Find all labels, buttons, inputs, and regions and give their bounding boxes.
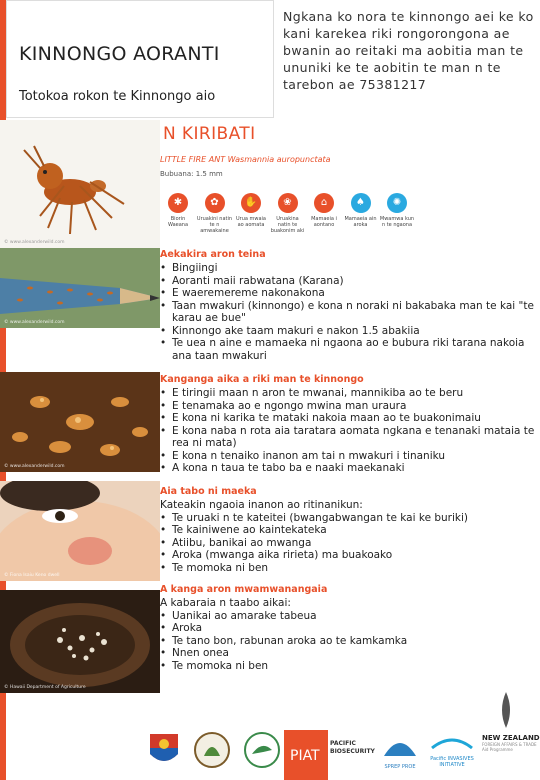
impact-icon-item [160, 193, 196, 234]
list-item: • Kinnongo ake taam makuri e nakon 1.5 abakiia [160, 325, 535, 338]
sprep-logo [380, 730, 420, 774]
impact-icon-item [233, 193, 269, 234]
country-heading: N KIRIBATI [163, 124, 256, 144]
nz-sub-label: FOREIGN AFFAIRS & TRADE Aid Programme [482, 742, 537, 752]
ant-bite-icon: ✱ [168, 193, 188, 213]
pacific-biosecurity-logo [330, 740, 376, 770]
list-item: • E tenamaka ao e ngongo mwina man uraura [160, 400, 535, 413]
page-subtitle: Totokoa rokon te Kinnongo aio [19, 89, 216, 104]
impact-icon-item [197, 193, 233, 234]
section-intro: Kateakin ngaoia inanon ao ritinanikun: [160, 499, 363, 511]
list-item: • Te momoka ni ben [160, 660, 535, 673]
photo-credit: © Fiona Isaiu Keno dwell [4, 573, 60, 578]
list-item: • E tiringii maan n aron te mwanai, mannikiba ao te beru [160, 387, 535, 400]
photo-credit: © www.alexanderwild.com [4, 464, 65, 469]
list-item: • E kona ni karika te mataki nakoia maan ao te buakonimaiu [160, 412, 535, 425]
icon-label: Uruakini natin te n amwakaine [196, 216, 233, 234]
list-item: • A kona n taua te tabo ba e naaki maekanaki [160, 462, 535, 475]
list-item: • E waeremereme nakonakona [160, 287, 535, 300]
icon-label: Mamaeia i aontano [311, 216, 337, 228]
section-heading: Kanganga aika a riki man te kinnongo [160, 374, 364, 385]
hand-icon: ✋ [241, 193, 261, 213]
icon-label: Urua mwaia ao aomata [235, 216, 266, 228]
piat-label: PIAT [290, 748, 320, 764]
title-box [6, 0, 274, 118]
signs-list [160, 387, 535, 475]
section-heading: A kanga aron mwamwanangaia [160, 584, 328, 595]
biosecurity-label: PACIFIC BIOSECURITY [330, 740, 375, 755]
list-item: • E kona naba n rota aia taratara aomata ngkana e tenanaki mataia te rea ni mata) [160, 425, 535, 450]
list-item: • Te tano bon, rabunan aroka ao te kamkamka [160, 635, 535, 648]
animal-icon: ✿ [205, 193, 225, 213]
list-item: • Atiibu, banikai ao mwanga [160, 537, 535, 550]
photo-credit: © www.alexanderwild.com [4, 240, 65, 245]
list-item: • Te uea n aine e mamaeka ni ngaona ao e bubura riki tarana nakoia ana taan mwakuri [160, 337, 535, 362]
photo-credit: © www.alexanderwild.com [4, 320, 65, 325]
list-item: • Uanikai ao amarake tabeua [160, 610, 535, 623]
impact-icon-item [270, 193, 306, 234]
identify-section [160, 249, 535, 362]
ant-photo [0, 120, 160, 248]
sprep-label: SPREP PROE [384, 764, 416, 770]
icon-label: Biorin Waeana [167, 216, 189, 228]
section-heading: Aekakira aron teina [160, 249, 266, 260]
list-item: • Te uruaki n te kateitei (bwangabwangan te kai ke buriki) [160, 512, 535, 525]
ant-colony-photo [0, 372, 160, 472]
list-item: • Te kainiwene ao kaintekateka [160, 524, 535, 537]
impact-icon-item [306, 193, 342, 234]
spread-icon: ✺ [387, 193, 407, 213]
child-sting-photo [0, 481, 160, 581]
pacific-invasives-logo [426, 732, 478, 776]
spread-list [160, 512, 535, 575]
list-item: • Aroka [160, 622, 535, 635]
bird-logo [242, 730, 282, 770]
house-icon: ⌂ [314, 193, 334, 213]
plant-icon: ❀ [278, 193, 298, 213]
impact-icon-item [379, 193, 415, 234]
check-section [160, 584, 535, 672]
list-item: • Nnen onea [160, 647, 535, 660]
size-text: Bubuana: 1.5 mm [160, 170, 223, 178]
icon-label: Uruakina natin te buakonim aki [270, 216, 305, 234]
list-item: • E kona n tenaiko inanon am tai n mwakuri i tinaniku [160, 450, 535, 463]
pencil-photo [0, 248, 160, 328]
list-item: • Taan mwakuri (kinnongo) e kona n noraki ni bakabaka man te kai "te karau ae bue" [160, 300, 535, 325]
nz-label: NEW ZEALAND [482, 734, 540, 742]
pacific-invasives-label: Pacific INVASIVES INITIATIVE [430, 756, 474, 768]
icon-label: Mamaeia ain aroka [344, 216, 377, 228]
piat-logo [284, 730, 328, 780]
identify-list [160, 262, 535, 362]
list-item: • Aoranti maii rabwatana (Karana) [160, 275, 535, 288]
icon-label: Mwamwa kun n te ngaona [379, 216, 415, 228]
species-name: LITTLE FIRE ANT Wasmannia auropunctata [160, 155, 331, 164]
section-intro: A kabaraia n taabo aikai: [160, 597, 291, 609]
ministry-logo [192, 730, 232, 770]
photo-credit: © Hawaii Department of Agriculture [4, 685, 86, 690]
list-item: • Bingiingi [160, 262, 535, 275]
impact-icons [160, 193, 415, 234]
spread-section [160, 486, 535, 574]
new-zealand-aid-logo [482, 690, 540, 780]
coconut-photo [0, 590, 160, 693]
impact-icon-item [343, 193, 379, 234]
list-item: • Te momoka ni ben [160, 562, 535, 575]
kiribati-crest-logo [146, 730, 182, 770]
check-list [160, 610, 535, 673]
list-item: • Aroka (mwanga aika ririeta) ma buakoako [160, 549, 535, 562]
page-title: KINNONGO AORANTI [19, 43, 220, 65]
tree-icon: ♠ [351, 193, 371, 213]
signs-section [160, 374, 535, 475]
intro-text: Ngkana ko nora te kinnongo aei ke ko kani karekea riki rongorongona ae bwanin ao reitaki ma aobitia man te ununiki ke te aobitin te man n te tarebon ae 75381217 [283, 9, 534, 92]
section-heading: Aia tabo ni maeka [160, 486, 257, 497]
